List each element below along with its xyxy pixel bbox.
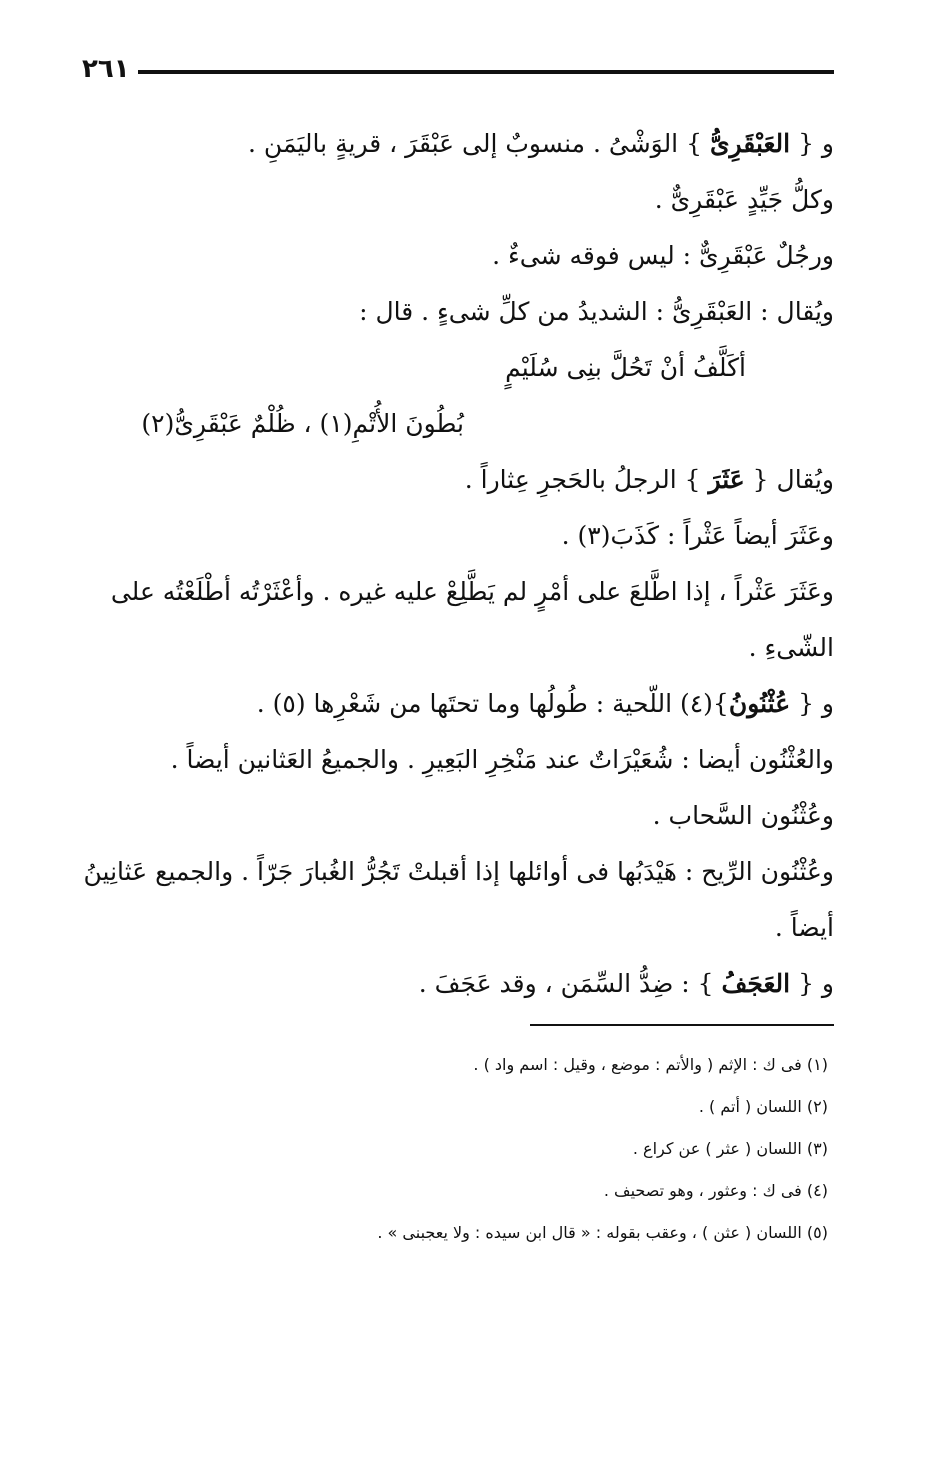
- footnote: (٢) اللسان ( أتم ) .: [698, 1097, 828, 1116]
- footnote: (٤) فى ك : وعثور ، وهو تصحيف .: [603, 1181, 828, 1200]
- footnote-rule: [530, 1024, 834, 1026]
- entry-line: والعُثْنُون أيضا : شُعَيْرَاتٌ عند مَنْخِرِ البَعِيرِ . والجميعُ العَثانين أيضاً .: [170, 745, 834, 774]
- entry-line: ويُقال : العَبْقَرِىُّ : الشديدُ من كلِّ شىءٍ . قال :: [359, 297, 834, 326]
- page-header: [82, 50, 834, 94]
- footnote: (١) فى ك : الإثم ( والأتم : موضع ، وقيل : اسم واد ) .: [473, 1055, 828, 1074]
- entry-line: وعُثْنُون السَّحاب .: [652, 801, 834, 830]
- entry-line: وعَثَرَ عَثْراً ، إذا اطَّلعَ على أمْرٍ لم يَطَّلِعْ عليه غيره . وأعْثَرْتُه أطْلَعْتُه على الشّىءِ .: [110, 577, 834, 662]
- footnote: (٥) اللسان ( عثن ) ، وعقب بقوله : « قال ابن سيده : ولا يعجبنى » .: [377, 1223, 828, 1242]
- verse-line: أكَلَّفُ أنْ تَحُلَّ بنِى سُلَيْمٍ: [505, 353, 746, 382]
- entry-line: وعُثْنُون الرِّيح : هَيْدَبُها فى أوائلها إذا أقبلتْ تَجُرُّ الغُبارَ جَرّاً . والجميع عَثانِينُ أيضاً .: [83, 857, 834, 942]
- entry-line: ورجُلٌ عَبْقَرِىٌّ : ليس فوقه شىءٌ .: [492, 241, 834, 270]
- page-number: ٢٦١: [82, 54, 130, 84]
- dictionary-text: [46, 116, 834, 1012]
- headword: عَثَرَ: [708, 465, 745, 494]
- verse-line: بُطُونَ الأُتْمِ(١) ، ظُلْمٌ عَبْقَرِىُّ(٢): [141, 409, 464, 438]
- entry-line: و { العَجَفُ } : ضِدُّ السِّمَن ، وقد عَجَفَ .: [418, 969, 834, 998]
- entry-line: وعَثَرَ أيضاً عَثْراً : كَذَبَ(٣) .: [561, 521, 834, 550]
- footnotes: [100, 1044, 828, 1254]
- entry-line: وكلُّ جَيِّدٍ عَبْقَرِىٌّ .: [654, 185, 834, 214]
- footnote: (٣) اللسان ( عثر ) عن كراع .: [632, 1139, 828, 1158]
- headword: عُثْنُونُ: [728, 689, 791, 718]
- header-rule: [138, 70, 834, 74]
- headword: العَجَفُ: [721, 969, 791, 998]
- entry-line: و { عُثْنُونُ}(٤) اللّحية : طُولُها وما تحتَها من شَعْرِها (٥) .: [256, 689, 834, 718]
- entry-line: ويُقال { عَثَرَ } الرجلُ بالحَجرِ عِثاراً .: [464, 465, 834, 494]
- headword: العَبْقَرِىُّ: [709, 129, 791, 158]
- entry-line: و { العَبْقَرِىُّ } الوَشْىُ . منسوبٌ إلى عَبْقَرَ ، قريةٍ باليَمَنِ .: [248, 129, 834, 158]
